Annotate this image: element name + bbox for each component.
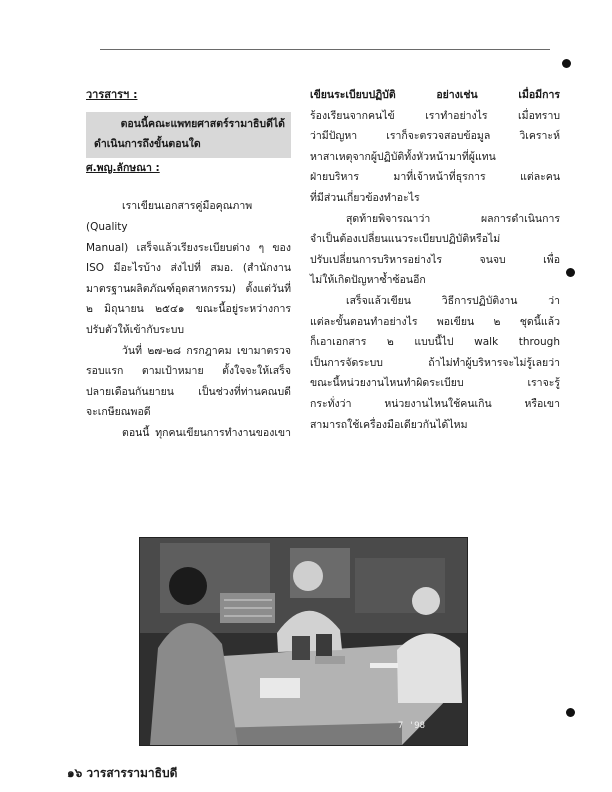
text-line: จำเป็นต้องเปลี่ยนแนวระเบียบปฏิบัติหรือไม่ xyxy=(310,233,501,246)
text-line: ๒ มิถุนายน ๒๕๔๑ ขณะนี้อยู่ระหว่างการ xyxy=(86,303,291,316)
page-footer: ๑๖ วารสารรามาธิบดี xyxy=(67,766,178,780)
paragraph xyxy=(86,196,291,340)
text-line: รอบแรก ตามเป้าหมาย ตั้งใจจะให้เสร็จ xyxy=(86,365,291,378)
text-line: เราเขียนเอกสารคู่มือคุณภาพ (Quality xyxy=(86,200,253,233)
text-line: มาตรฐานผลิตภัณฑ์อุตสาหกรรม) ตั้งแต่วันที่ xyxy=(86,282,291,295)
text-line: ISO มีอะไรบ้าง ส่งไปที่ สมอ. (สำนักงาน xyxy=(86,262,291,275)
text-line: จะเกษียณพอดี xyxy=(86,406,151,419)
text-line: ปลายเดือนกันยายน เป็นช่วงที่ท่านคณบดี xyxy=(86,385,291,398)
text-line: กระทั่งว่า หน่วยงานไหนใช้คนเกิน หรือเขา xyxy=(310,397,560,410)
right-column xyxy=(310,85,560,435)
paragraph xyxy=(86,341,291,423)
photo-date-stamp: 7 '98 xyxy=(397,721,425,731)
text-line: Manual) เสร็จแล้วเรียงระเบียบต่าง ๆ ของ xyxy=(86,241,291,254)
text-line: เขียนระเบียบปฏิบัติ อย่างเช่น เมื่อมีการ xyxy=(310,89,560,101)
question-line: ตอนนี้คณะแพทยศาสตร์รามาธิบดีได้ xyxy=(120,117,285,130)
binder-hole xyxy=(562,59,571,68)
text-line: ปรับตัวให้เข้ากับระบบ xyxy=(86,323,185,336)
section-title: วารสารฯ : xyxy=(86,88,138,101)
text-line: สามารถใช้เครื่องมือเดียวกันได้ไหม xyxy=(310,418,468,431)
left-column xyxy=(86,85,291,444)
text-line: วันที่ ๒๗-๒๘ กรกฎาคม เขามาตรวจ xyxy=(122,344,291,357)
photo-illustration xyxy=(140,538,467,745)
speaker-name: ศ.พญ.ลักษณา : xyxy=(86,161,160,174)
text-line: เป็นการจัดระบบ ถ้าไม่ทำผู้บริหารจะไม่รู้เลยว่า xyxy=(310,356,560,369)
question-line: ดำเนินการถึงขั้นตอนใด xyxy=(94,138,201,151)
question-box xyxy=(86,112,291,158)
top-rule xyxy=(100,49,550,50)
text-line: ว่ามีปัญหา เราก็จะตรวจสอบข้อมูล วิเคราะห์ xyxy=(310,130,560,143)
binder-hole xyxy=(566,268,575,277)
text-line: เสร็จแล้วเขียน วิธีการปฏิบัติงาน ว่า xyxy=(346,294,560,307)
text-line: ที่มีส่วนเกี่ยวข้องทำอะไร xyxy=(310,191,420,204)
paragraph xyxy=(310,85,560,209)
text-line: ไม่ให้เกิดปัญหาซ้ำซ้อนอีก xyxy=(310,274,426,287)
paragraph xyxy=(310,291,560,435)
paragraph xyxy=(310,209,560,291)
text-line: สุดท้ายพิจารณาว่า ผลการดำเนินการ xyxy=(346,212,560,225)
paragraph xyxy=(86,423,291,444)
text-line: หาสาเหตุจากผู้ปฏิบัติทั้งหัวหน้ามาที่ผู้แทน xyxy=(310,150,496,163)
text-line: ร้องเรียนจากคนไข้ เราทำอย่างไร เมื่อทราบ xyxy=(310,109,560,122)
office-photo xyxy=(139,537,468,746)
text-line: แต่ละขั้นตอนทำอย่างไร พอเขียน ๒ ชุดนี้แล้ว xyxy=(310,315,560,328)
text-line: ก็เอาเอกสาร ๒ แบบนี้ไป walk through xyxy=(310,336,560,349)
text-line: ปรับเปลี่ยนการบริหารอย่างไร จนจบ เพื่อ xyxy=(310,253,560,266)
text-line: ขณะนี้หน่วยงานไหนทำผิดระเบียบ เราจะรู้ xyxy=(310,377,560,390)
text-line: ฝ่ายบริหาร มาที่เจ้าหน้าที่ธุรการ แต่ละคน xyxy=(310,171,560,184)
text-line: ตอนนี้ ทุกคนเขียนการทำงานของเขา xyxy=(122,426,291,439)
binder-hole xyxy=(566,708,575,717)
